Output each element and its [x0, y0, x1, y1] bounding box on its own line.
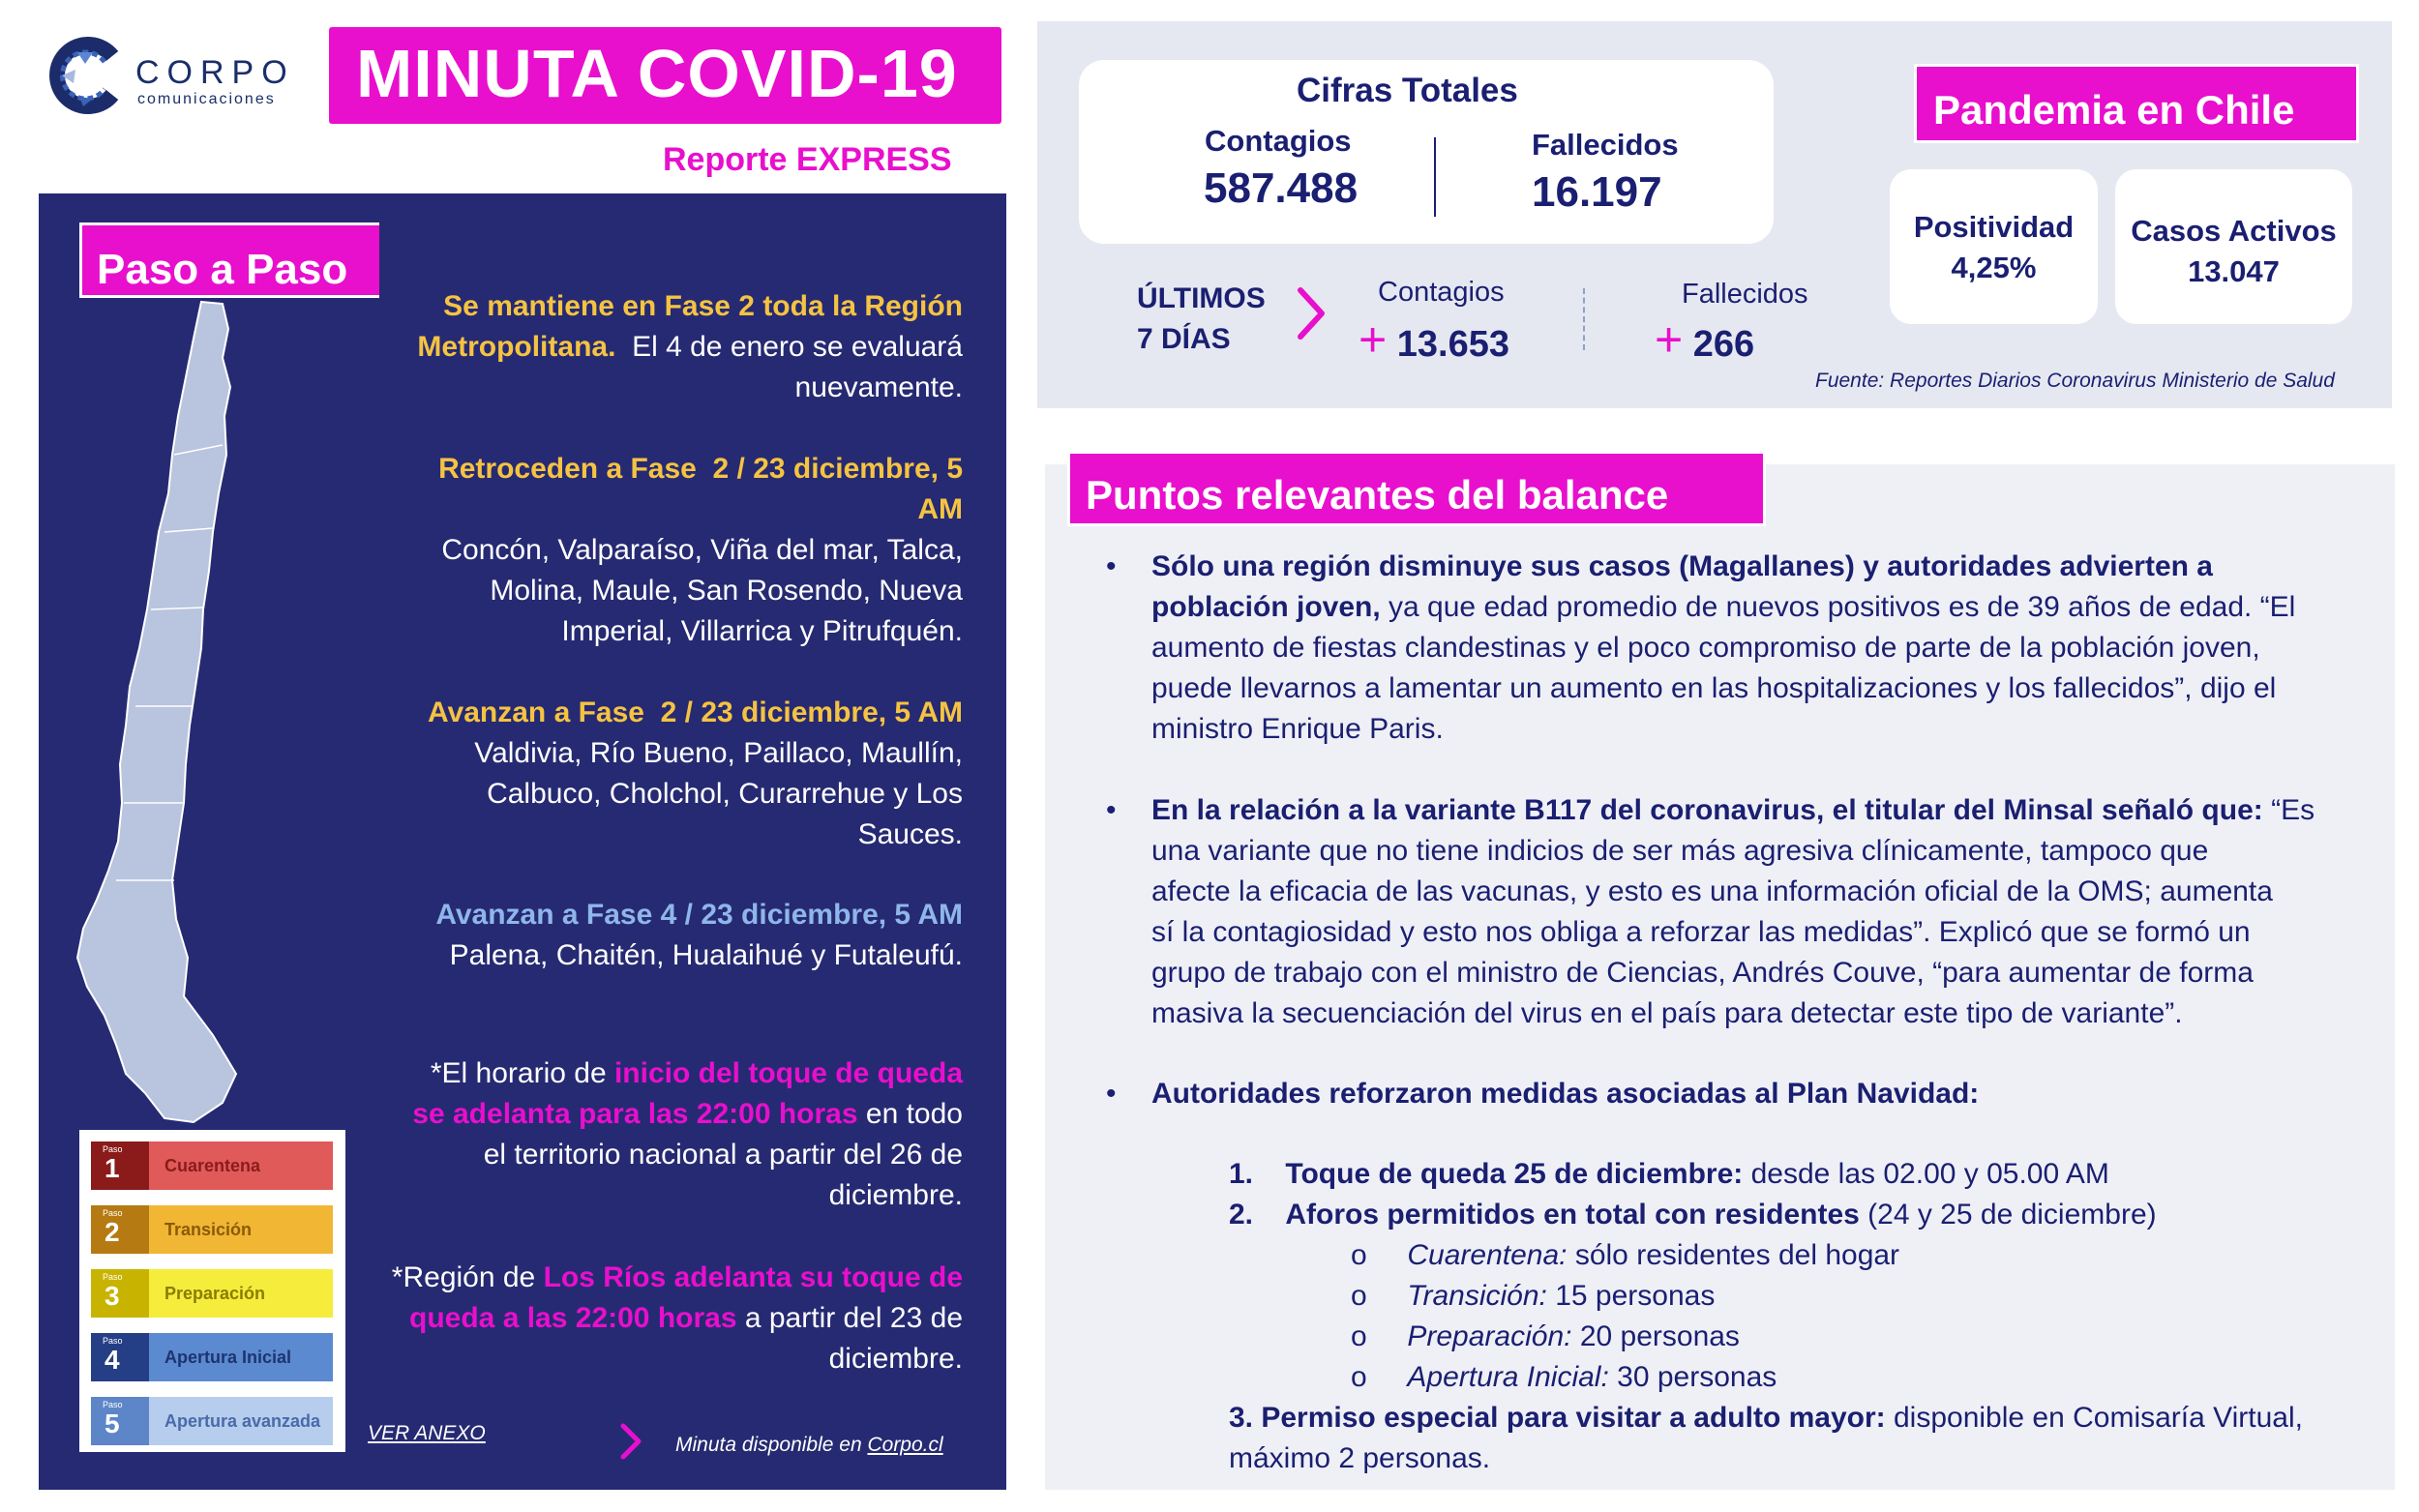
positividad-card: [1890, 169, 2098, 324]
subitem-label: Preparación:: [1407, 1320, 1572, 1352]
corpo-logo: [48, 37, 310, 124]
chevron-right-icon: [619, 1422, 644, 1461]
legend-row-1: [91, 1141, 333, 1190]
punto-2: [1151, 790, 2351, 1034]
subitem-marker: o: [1351, 1320, 1367, 1352]
item-3-text: disponible en Comisaría Virtual,: [1885, 1402, 2303, 1434]
retroceden-block: [438, 449, 963, 652]
avanzan-fase2-line: Valdivia, Río Bueno, Paillaco, Maullín,: [474, 737, 963, 769]
toque-line3: el territorio nacional a partir del 26 de: [483, 1139, 963, 1171]
pandemia-title: Pandemia en Chile: [1933, 87, 2295, 133]
chile-map-icon: [58, 300, 252, 1132]
legend-number: 2: [105, 1217, 120, 1247]
ultimos-line2: 7 DÍAS: [1137, 323, 1231, 355]
ultimos-contagios-value: 13.653: [1396, 324, 1509, 365]
toque-line1: [412, 1053, 963, 1094]
punto-2-line: una variante que no tiene indicios de ser más agresiva clínicamente, tampoco que: [1151, 835, 2209, 867]
corpo-link[interactable]: Corpo.cl: [867, 1434, 943, 1456]
legend-number: 3: [105, 1281, 120, 1311]
fallecidos-value: 16.197: [1532, 168, 1662, 216]
page-title: MINUTA COVID-19: [356, 36, 958, 111]
subitem-apertura-inicial: [1351, 1357, 1777, 1398]
legend-label: Transición: [164, 1220, 253, 1239]
rios-highlight: Los Ríos adelanta su toque de: [543, 1261, 963, 1293]
subitem-text: 15 personas: [1546, 1280, 1716, 1312]
legend-number: 5: [105, 1408, 120, 1438]
block1-line3: nuevamente.: [794, 371, 963, 403]
punto-2-line: afecte la eficacia de las vacunas, y esto es una información oficial de la OMS; aumenta: [1151, 875, 2273, 907]
legend-paso: Paso: [103, 1272, 123, 1282]
legend-number: 4: [105, 1345, 120, 1375]
minuta-disponible: [675, 1434, 943, 1457]
fallecidos-label: Fallecidos: [1532, 128, 1679, 162]
casos-activos-card: [2115, 169, 2352, 324]
subitem-label: Cuarentena:: [1407, 1239, 1568, 1271]
toque-de-queda-note: [412, 1053, 963, 1216]
punto-1-line: [1151, 587, 2351, 628]
retroceden-heading-2: AM: [917, 493, 963, 525]
block1-line1: Se mantiene en Fase 2 toda la Región: [443, 290, 963, 322]
avanzan-fase2-heading: Avanzan a Fase 2 / 23 diciembre, 5 AM: [427, 697, 963, 728]
legend-row-2: [91, 1205, 333, 1254]
rios-line2: [392, 1298, 963, 1339]
subitem-marker: o: [1351, 1239, 1367, 1271]
ultimos-contagios: [1359, 311, 1509, 368]
retroceden-heading: Retroceden a Fase 2 / 23 diciembre, 5: [438, 453, 963, 485]
rios-line1: [392, 1258, 963, 1298]
subitem-marker: o: [1351, 1280, 1367, 1312]
item-1-text: desde las 02.00 y 05.00 AM: [1743, 1158, 2109, 1190]
subitem-cuarentena: [1351, 1235, 1899, 1276]
legend-label: Cuarentena: [164, 1156, 261, 1175]
punto-1-line: aumento de fiestas clandestinas y el poco compromiso de parte de la población joven,: [1151, 632, 2260, 664]
subitem-marker: o: [1351, 1361, 1367, 1393]
contagios-label: Contagios: [1205, 124, 1352, 158]
block1-text: El 4 de enero se evaluará: [615, 331, 963, 363]
ultimos-7-dias: [1137, 279, 1266, 360]
casos-activos-label: Casos Activos: [2131, 214, 2337, 248]
toque-text: *El horario de: [430, 1057, 614, 1089]
legend-paso: Paso: [103, 1336, 123, 1346]
legend-label: Apertura avanzada: [164, 1411, 321, 1431]
plus-icon: +: [1655, 312, 1684, 367]
toque-highlight: inicio del toque de queda: [613, 1057, 963, 1089]
ultimos-line1: ÚLTIMOS: [1137, 282, 1266, 314]
punto-1-line: puede llevarnos a lamentar un aumento en las hospitalizaciones y los fallecidos”, dijo el: [1151, 672, 2277, 704]
chevron-right-icon: [1295, 284, 1328, 342]
punto-2-line: sí la contagiosidad y esto nos obliga a reforzar las medidas”. Explicó que se formó un: [1151, 916, 2251, 948]
block1-highlight: Metropolitana.: [417, 331, 616, 363]
punto-1: [1151, 547, 2351, 750]
item-2-number: 2.: [1229, 1199, 1254, 1230]
page-subtitle: Reporte EXPRESS: [663, 141, 952, 178]
ultimos-fallecidos-label: Fallecidos: [1682, 279, 1808, 310]
punto-2-text: “Es: [2262, 794, 2315, 826]
paso-legend: [79, 1130, 345, 1452]
puntos-title: Puntos relevantes del balance: [1086, 472, 1669, 518]
toque-text: en todo: [857, 1098, 963, 1130]
cifras-totales-title: Cifras Totales: [1297, 72, 1518, 109]
legend-number: 1: [105, 1153, 120, 1183]
bullet-icon: •: [1106, 794, 1117, 826]
punto-2-line: masiva la secuenciación del virus en el país para detectar este tipo de variante”.: [1151, 997, 2183, 1029]
ultimos-fallecidos: [1655, 311, 1754, 368]
punto-3: Autoridades reforzaron medidas asociadas al Plan Navidad:: [1151, 1078, 1980, 1110]
punto-1-line: Sólo una región disminuye sus casos (Magallanes) y autoridades advierten a: [1151, 550, 2213, 582]
legend-label: Preparación: [164, 1284, 266, 1303]
toque-highlight: se adelanta para las 22:00 horas: [412, 1098, 858, 1130]
los-rios-note: [392, 1258, 963, 1379]
toque-line2: [412, 1094, 963, 1135]
rios-text: a partir del 23 de: [736, 1302, 963, 1334]
rios-line3: diciembre.: [828, 1343, 963, 1375]
fuente-note: Fuente: Reportes Diarios Coronavirus Ministerio de Salud: [1815, 370, 2335, 392]
logo-subtitle: comunicaciones: [137, 91, 276, 107]
legend-row-3: [91, 1269, 333, 1318]
avanzan-fase2-line: Calbuco, Cholchol, Curarrehue y Los: [487, 778, 963, 810]
item-3-line2: máximo 2 personas.: [1229, 1442, 1491, 1474]
avanzan-fase4-heading: Avanzan a Fase 4 / 23 diciembre, 5 AM: [435, 899, 963, 931]
corpo-logo-icon: [48, 37, 126, 114]
subitem-text: sólo residentes del hogar: [1567, 1239, 1900, 1271]
punto-1-text: ya que edad promedio de nuevos positivos es de 39 años de edad. “El: [1380, 591, 2296, 623]
rios-highlight: queda a las 22:00 horas: [409, 1302, 737, 1334]
subitem-preparacion: [1351, 1317, 1740, 1357]
ultimos-divider: [1583, 288, 1585, 350]
subitem-label: Transición:: [1407, 1280, 1547, 1312]
retroceden-line: Imperial, Villarrica y Pitrufquén.: [561, 615, 963, 647]
punto-1-line: ministro Enrique Paris.: [1151, 713, 1444, 745]
subitem-transicion: [1351, 1276, 1715, 1317]
positividad-label: Positividad: [1913, 210, 2075, 244]
logo-wordmark: CORPO: [135, 54, 295, 91]
legend-paso: Paso: [103, 1208, 123, 1218]
contagios-value: 587.488: [1204, 164, 1359, 212]
rios-text: *Región de: [391, 1261, 544, 1293]
item-3: [1229, 1398, 2303, 1438]
bullet-icon: •: [1106, 550, 1117, 582]
subitem-text: 20 personas: [1571, 1320, 1740, 1352]
casos-activos-value: 13.047: [2188, 254, 2280, 288]
toque-line4: diciembre.: [828, 1179, 963, 1211]
avanzan-fase4-line: Palena, Chaitén, Hualaihué y Futaleufú.: [449, 939, 963, 971]
punto-2-line: grupo de trabajo con el ministro de Ciencias, Andrés Couve, “para aumentar de forma: [1151, 957, 2254, 989]
legend-label: Apertura Inicial: [164, 1348, 292, 1367]
item-1: [1229, 1154, 2109, 1195]
item-3-bold: 3. Permiso especial para visitar a adulto mayor:: [1229, 1402, 1886, 1434]
minuta-text-label: Minuta disponible en: [675, 1434, 868, 1456]
subitem-text: 30 personas: [1608, 1361, 1777, 1393]
ver-anexo-link[interactable]: VER ANEXO: [368, 1422, 486, 1444]
legend-row-5: [91, 1397, 333, 1445]
punto-2-bold: En la relación a la variante B117 del coronavirus, el titular del Minsal señaló que:: [1151, 794, 2263, 826]
positividad-value: 4,25%: [1951, 251, 2037, 284]
item-2-bold: Aforos permitidos en total con residentes: [1285, 1199, 1860, 1230]
item-1-number: 1.: [1229, 1158, 1254, 1190]
legend-paso: Paso: [103, 1144, 123, 1154]
item-2: [1229, 1195, 2157, 1235]
ultimos-fallecidos-value: 266: [1692, 324, 1755, 365]
punto-1-bold: población joven,: [1151, 591, 1381, 623]
legend-paso: Paso: [103, 1400, 123, 1409]
legend-row-4: [91, 1333, 333, 1381]
region-metropolitana-text: [417, 286, 963, 408]
block1-line2: [417, 327, 963, 368]
punto-2-line: [1151, 790, 2351, 831]
avanzan-fase2-block: [428, 693, 963, 855]
avanzan-fase2-line: Sauces.: [857, 818, 963, 850]
paso-a-paso-title: Paso a Paso: [97, 246, 348, 293]
item-1-bold: Toque de queda 25 de diciembre:: [1285, 1158, 1744, 1190]
plus-icon: +: [1359, 312, 1388, 367]
subitem-label: Apertura Inicial:: [1407, 1361, 1609, 1393]
retroceden-line: Molina, Maule, San Rosendo, Nueva: [490, 575, 963, 607]
item-2-text: (24 y 25 de diciembre): [1859, 1199, 2157, 1230]
retroceden-line: Concón, Valparaíso, Viña del mar, Talca,: [441, 534, 963, 566]
avanzan-fase4-block: [435, 895, 963, 976]
bullet-icon: •: [1106, 1078, 1117, 1110]
ultimos-contagios-label: Contagios: [1378, 277, 1505, 308]
cifras-divider: [1434, 137, 1436, 217]
